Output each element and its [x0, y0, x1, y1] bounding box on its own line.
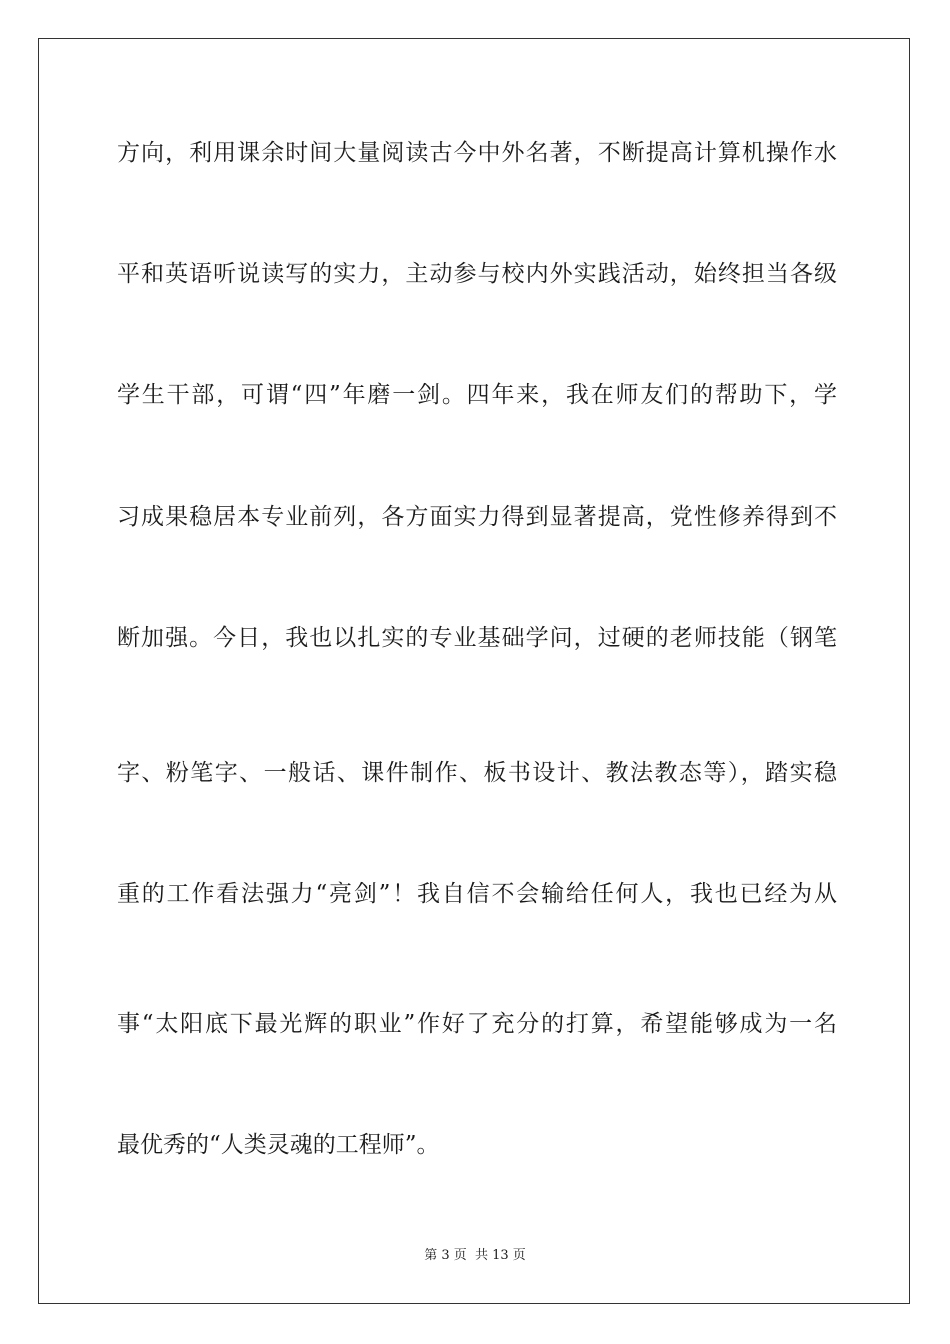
- page-total: 共 13 页: [474, 1248, 526, 1263]
- text-line-6: 字、粉笔字、一般话、课件制作、板书设计、教法教态等），踏实稳: [117, 760, 837, 786]
- text-line-8: 事“太阳底下最光辉的职业”作好了充分的打算，希望能够成为一名: [117, 1011, 837, 1037]
- text-line-1: 方向，利用课余时间大量阅读古今中外名著，不断提高计算机操作水: [117, 140, 837, 166]
- text-line-9: 最优秀的“人类灵魂的工程师”。: [117, 1132, 440, 1158]
- text-line-3: 学生干部，可谓“四”年磨一剑。四年来，我在师友们的帮助下，学: [117, 382, 837, 408]
- text-line-5: 断加强。今日，我也以扎实的专业基础学问，过硬的老师技能（钢笔: [117, 625, 837, 651]
- text-line-7: 重的工作看法强力“亮剑”！我自信不会输给任何人，我也已经为从: [117, 881, 837, 907]
- text-line-4: 习成果稳居本专业前列，各方面实力得到显著提高，党性修养得到不: [117, 504, 837, 530]
- page-border: [38, 38, 910, 1304]
- page-number: 第 3 页: [424, 1248, 467, 1263]
- page-footer: [0, 1247, 950, 1265]
- text-line-2: 平和英语听说读写的实力，主动参与校内外实践活动，始终担当各级: [117, 261, 837, 287]
